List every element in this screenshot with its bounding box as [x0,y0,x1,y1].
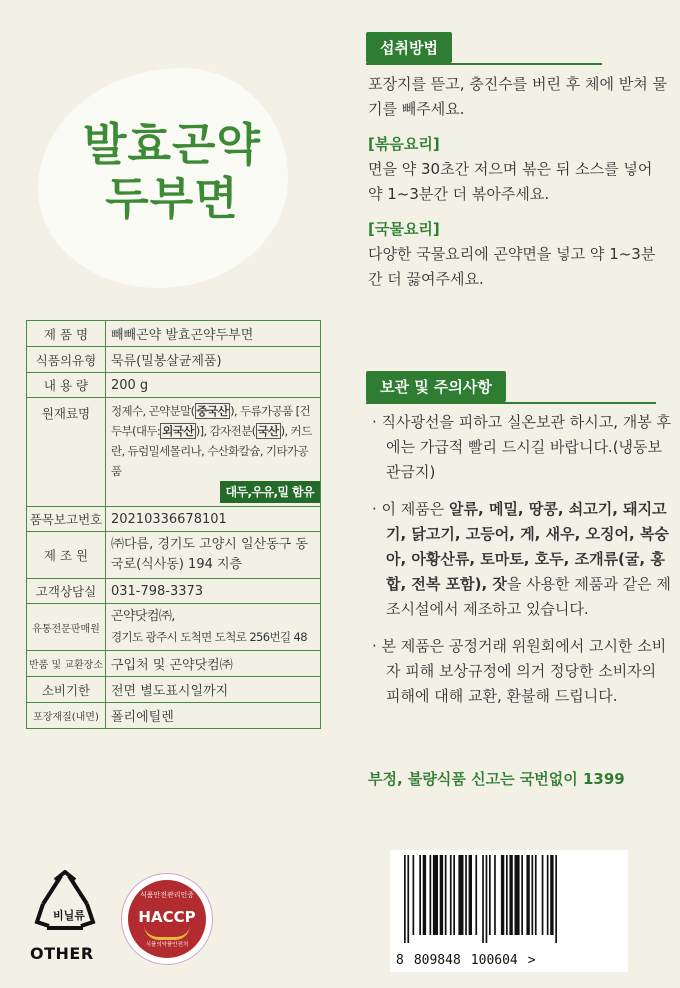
soup-text: 다양한 국물요리에 곤약면을 넣고 약 1~3분간 더 끓여주세요. [368,245,656,288]
table-row [27,347,321,373]
pack-label: 포장재질(내면) [27,703,106,729]
cs-value: 031-798-3373 [105,579,320,604]
barcode-bar [450,855,452,935]
volume-label: 내 용 량 [27,373,106,398]
intake-heading: 섭취방법 [366,32,452,63]
recycle-arrows-icon [33,870,97,940]
barcode-bar [486,855,488,943]
report-value: 20210336678101 [105,507,320,532]
type-value: 묵류(밀봉살균제품) [105,347,320,373]
table-row [27,604,321,651]
report-hotline: 부정, 불량식품 신고는 국번없이 1399 [368,770,625,788]
barcode-bar [532,855,534,935]
pack-value: 폴리에틸렌 [105,703,320,729]
recycle-mark [27,870,107,970]
seller-address: 경기도 광주시 도척면 도척로 256번길 48 [110,630,307,644]
table-row [27,651,321,677]
barcode-bar [489,855,491,935]
barcode-bar [515,855,520,935]
storage-heading: 보관 및 주의사항 [366,371,506,402]
ingredients-text: 정제수, 곤약분말( [110,404,195,418]
stir-fry-text: 면을 약 30초간 저으며 볶은 뒤 소스를 넣어 약 1~3분간 더 볶아주세요. [368,160,653,203]
barcode-bar [465,855,467,935]
storage-note: · 직사광선을 피하고 실온보관 하시고, 개봉 후에는 가급적 빨리 드시길 바랍니다.(냉동보관금지) [372,413,671,481]
barcode-bar [542,855,544,935]
seller-value [105,604,320,651]
barcode-bar [404,855,406,943]
origin-highlight: 국산 [257,424,279,438]
name-value: 빼빼곤약 발효곤약두부면 [105,321,320,347]
haccp-arc [144,925,190,940]
name-label: 제 품 명 [27,321,106,347]
barcode-bar [430,855,432,935]
type-label: 식품의유형 [27,347,106,373]
table-row [27,703,321,729]
report-label: 품목보고번호 [27,507,106,532]
barcode-bar [475,855,477,935]
table-row [27,373,321,398]
ingredients-text: )], 감자전분( [195,424,256,438]
return-value: 구입처 및 곤약닷컴㈜ [105,651,320,677]
barcode-bar [458,855,463,935]
table-row [27,579,321,604]
allergen-note-post: 을 사용한 제품과 같은 제조시설에서 제조하고 있습니다. [386,575,671,618]
product-title [62,118,282,226]
barcode-bar [419,855,421,935]
barcode [390,850,628,972]
table-row [27,398,321,507]
expiry-label: 소비기한 [27,677,106,703]
barcode-digits: 809848 [413,953,461,968]
product-title-line2: 두부면 [105,172,239,225]
cs-label: 고객상담실 [27,579,106,604]
barcode-bar [453,855,455,935]
barcode-bar [433,855,438,935]
maker-value: ㈜다름, 경기도 고양시 일산동구 동국로(식사동) 194 지층 [105,532,320,579]
barcode-bar [526,855,529,935]
barcode-bar [550,855,553,935]
table-row [27,677,321,703]
intake-intro: 포장지를 뜯고, 충진수를 버린 후 체에 받쳐 물기를 빼주세요. [368,75,667,118]
product-title-line1: 발효곤약 [83,118,261,171]
soup-title: [국물요리] [368,220,440,238]
table-row [27,532,321,579]
barcode-bar [521,855,523,935]
ingredients-label: 원재료명 [27,398,106,507]
barcode-bar [440,855,443,935]
barcode-bar [407,855,409,943]
barcode-digit: 8 [396,953,404,968]
barcode-bar [555,855,557,943]
barcode-number [396,953,536,968]
barcode-bar [423,855,426,935]
intake-instructions [368,72,668,292]
haccp-top-text: 식품안전관리인증 [139,891,195,899]
barcode-bar [506,855,508,935]
ingredients-value [105,398,320,507]
seller-name: 곤약닷컴㈜, [110,609,175,624]
origin-highlight: 외국산 [162,424,194,438]
allergy-badge: 대두,우유,밀 함유 [220,481,320,503]
barcode-bar [509,855,512,935]
seller-label: 유통전문판매원 [27,604,106,651]
barcode-bars [398,855,620,943]
ingredients-text: ), 커드란, 듀럼밀세몰리나, 수산화칼슘, 기타가공품 [110,424,312,478]
barcode-bar [445,855,447,935]
recycle-material: 비닐류 [53,909,85,922]
haccp-logo [121,873,213,965]
haccp-mark: HACCP [138,908,196,926]
ingredients-text: ), 두류가공품 [건두부(대두: [110,404,311,438]
barcode-bar [469,855,472,935]
table-row [27,507,321,532]
compensation-note: · 본 제품은 공정거래 위원회에서 고시한 소비자 피해 보상규정에 의거 정당한 소비자의 피해에 대해 교환, 환불해 드립니다. [372,637,667,705]
recycle-type: OTHER [30,944,94,963]
table-row [27,321,321,347]
volume-value: 200 g [105,373,320,398]
stir-fry-title: [볶음요리] [368,135,440,153]
haccp-badge [128,880,206,958]
barcode-bar [547,855,549,935]
allergen-list: 알류, 메밀, 땅콩, 쇠고기, 돼지고기, 닭고기, 고등어, 게, 새우, 오징어, 복숭아, 아황산류, 토마토, 호두, 조개류(굴, 홍합, 전복 포함), 잣 [386,500,669,593]
origin-highlight: 중국산 [196,404,229,418]
maker-label: 제 조 원 [27,532,106,579]
haccp-bottom-text: 식품의약품안전처 [145,942,189,948]
barcode-bar [482,855,484,943]
barcode-bar [413,855,415,935]
storage-notes [368,410,674,721]
barcode-bar [494,855,496,935]
allergen-note [368,497,674,622]
allergen-note-pre: · 이 제품은 [372,500,450,518]
expiry-value: 전면 별도표시일까지 [105,677,320,703]
barcode-arrow: > [527,953,536,968]
barcode-bar [501,855,504,935]
barcode-digits: 100604 [470,953,518,968]
barcode-bar [535,855,537,935]
return-label: 반품 및 교환장소 [27,651,106,677]
product-info-table [26,320,321,729]
